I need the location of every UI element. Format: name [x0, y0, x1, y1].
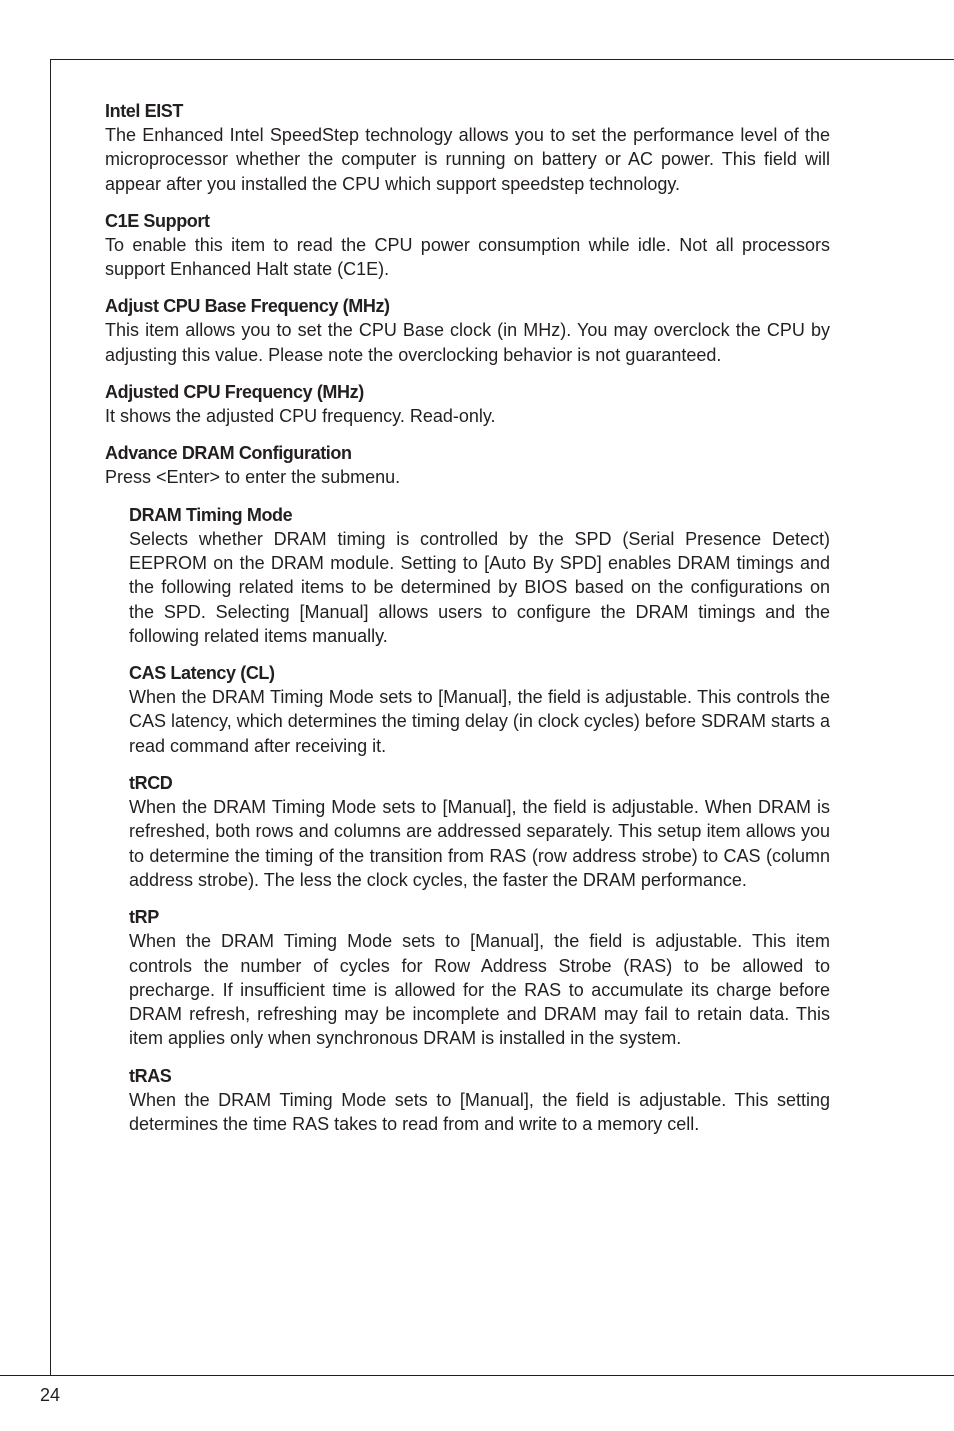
- section-intel-eist: [105, 99, 830, 196]
- section-heading: tRCD: [129, 773, 173, 794]
- manual-content: [105, 99, 830, 1149]
- section-trcd: [129, 771, 830, 892]
- section-description: Selects whether DRAM timing is controlled by the SPD (Serial Presence Detect) EEPROM on the DRAM module. Setting to [Auto By SPD] enables DRAM timings and the following related items to be determined by BIOS based on the configurations on the SPD. Selecting [Manual] allows users to configure the DRAM timings and the following related items manually.: [129, 528, 830, 646]
- section-description: When the DRAM Timing Mode sets to [Manual], the field is adjustable. This controls the CAS latency, which determines the timing delay (in clock cycles) before SDRAM starts a read command after receiving it.: [129, 687, 830, 756]
- section-adjust-cpu-base-frequency: [105, 294, 830, 367]
- section-dram-timing-mode: [129, 503, 830, 648]
- section-description: It shows the adjusted CPU frequency. Read-only.: [105, 406, 496, 427]
- section-description: When the DRAM Timing Mode sets to [Manual], the field is adjustable. This setting determines the time RAS takes to read from and write to a memory cell.: [129, 1089, 830, 1135]
- section-description: To enable this item to read the CPU power consumption while idle. Not all processors support Enhanced Halt state (C1E).: [105, 234, 830, 280]
- page-number: 24: [40, 1385, 61, 1405]
- section-heading: tRP: [129, 907, 159, 928]
- section-description: The Enhanced Intel SpeedStep technology allows you to set the performance level of the microprocessor whether the computer is running on battery or AC power. This field will appear after you installed the CPU which support speedstep technology.: [105, 125, 830, 194]
- section-advance-dram-configuration: [105, 441, 830, 489]
- section-c1e-support: [105, 209, 830, 282]
- section-description: Press <Enter> to enter the submenu.: [105, 467, 401, 488]
- section-heading: CAS Latency (CL): [129, 663, 275, 684]
- page-frame-top-rule: [50, 59, 954, 60]
- section-heading: Adjust CPU Base Frequency (MHz): [105, 296, 390, 317]
- section-trp: [129, 905, 830, 1050]
- section-cas-latency: [129, 661, 830, 758]
- section-description: This item allows you to set the CPU Base clock (in MHz). You may overclock the CPU by adjusting this value. Please note the overclocking behavior is not guaranteed.: [105, 320, 830, 365]
- section-tras: [129, 1064, 830, 1137]
- section-heading: DRAM Timing Mode: [129, 504, 293, 525]
- page-footer-rule: [0, 1375, 954, 1376]
- section-heading: C1E Support: [105, 210, 210, 231]
- section-heading: tRAS: [129, 1065, 172, 1086]
- section-heading: Adjusted CPU Frequency (MHz): [105, 382, 364, 403]
- section-description: When the DRAM Timing Mode sets to [Manual], the field is adjustable. When DRAM is refreshed, both rows and columns are addressed separately. This setup item allows you to determine the timing of the transition from RAS (row address strobe) to CAS (column address strobe). The less the clock cycles, the faster the DRAM performance.: [129, 797, 830, 890]
- section-description: When the DRAM Timing Mode sets to [Manual], the field is adjustable. This item controls the number of cycles for Row Address Strobe (RAS) to be allowed to precharge. If insufficient time is allowed for the RAS to accumulate its charge before DRAM refresh, refreshing may be incomplete and DRAM may fail to retain data. This item applies only when synchronous DRAM is installed in the system.: [129, 931, 830, 1049]
- section-adjusted-cpu-frequency: [105, 380, 830, 428]
- section-heading: Intel EIST: [105, 101, 184, 121]
- section-heading: Advance DRAM Configuration: [105, 443, 352, 464]
- page-frame-left-rule: [50, 59, 51, 1375]
